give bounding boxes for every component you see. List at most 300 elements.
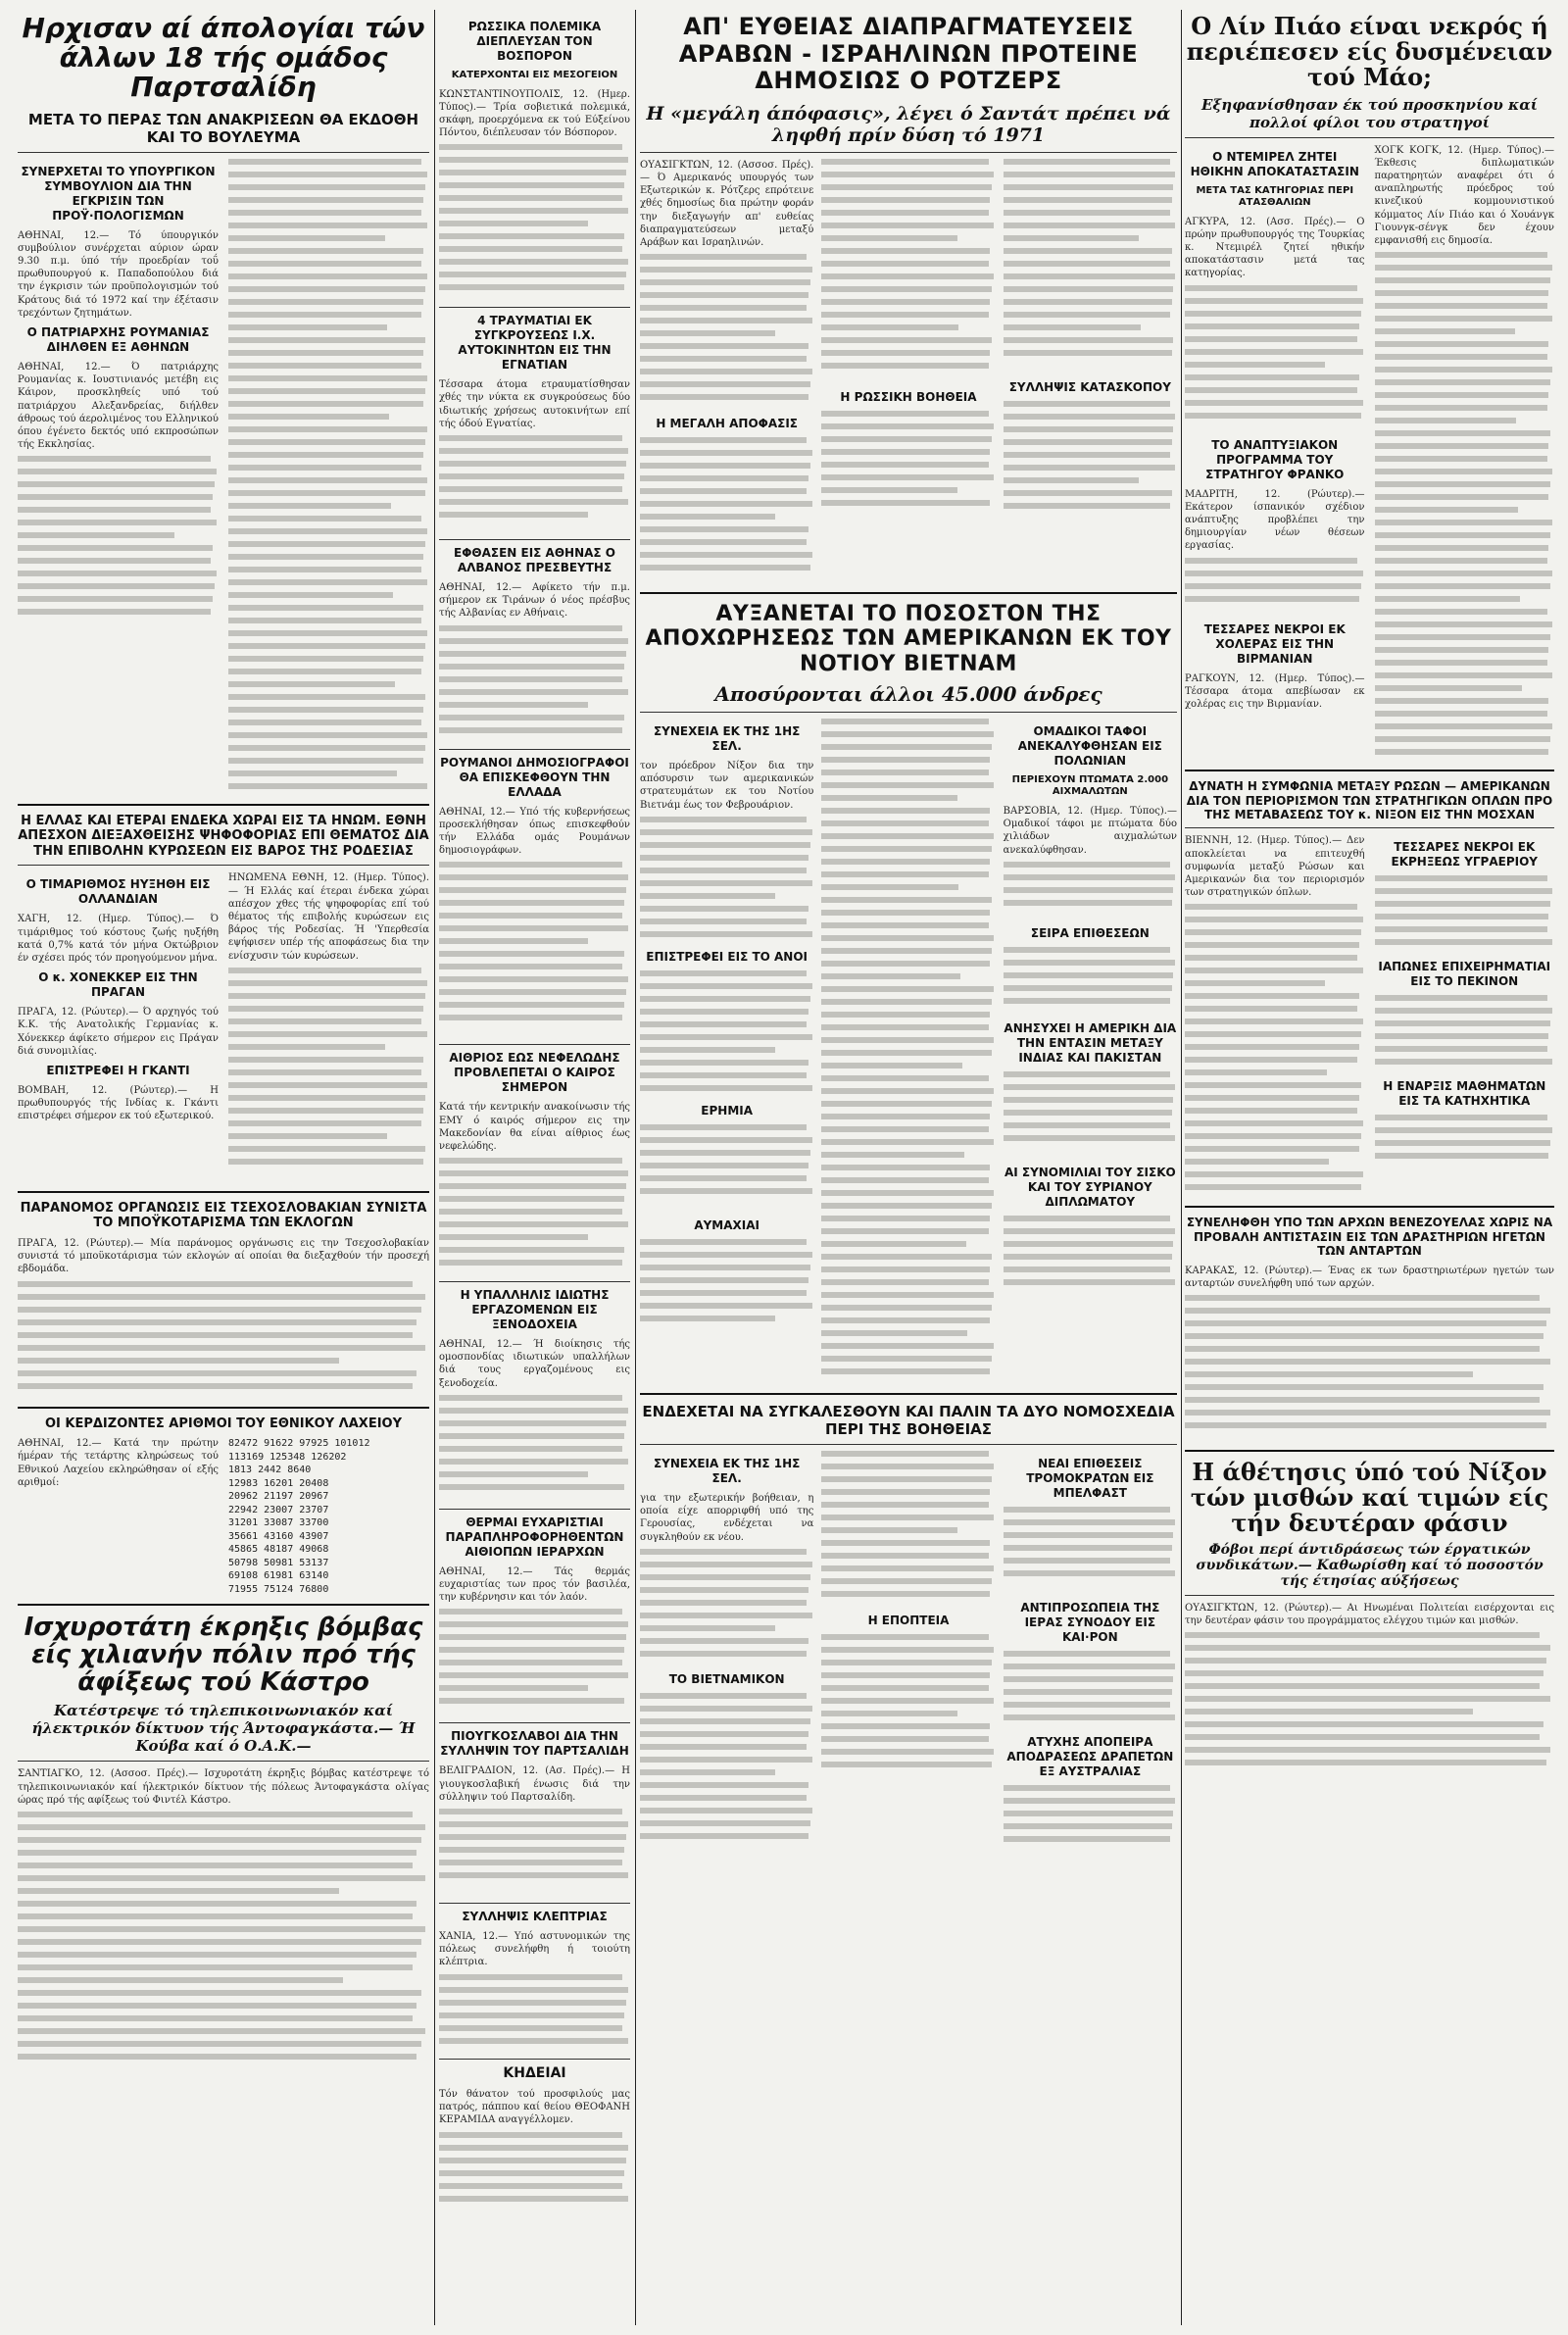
text-line-placeholder <box>821 859 990 865</box>
text-line-placeholder <box>1185 1308 1550 1314</box>
rogers-filler-1 <box>640 254 813 411</box>
text-line-placeholder <box>228 681 395 687</box>
text-line-placeholder <box>1375 672 1553 678</box>
col1-top-split <box>18 159 429 796</box>
linpiao-deck: Εξηφανίσθησαν έκ τού προσκηνίου καί πολλοί φίλοι του στρατηγοί <box>1200 95 1539 131</box>
lottery-numbers <box>228 1437 429 1596</box>
text-line-placeholder <box>1004 998 1170 1004</box>
text-line-placeholder <box>640 539 807 545</box>
thief-head: ΣΥΛΛΗΨΙΣ ΚΛΕΠΤΡΙΑΣ <box>462 1909 608 1923</box>
aymachiai-subhead: ΑΥΜΑΧΙΑΙ <box>694 1217 760 1232</box>
text-line-placeholder <box>821 273 994 279</box>
text-line-placeholder <box>439 2183 622 2189</box>
column-2 <box>439 14 630 2327</box>
text-line-placeholder <box>821 986 994 992</box>
text-line-placeholder <box>439 1634 626 1640</box>
vietnam-filler-4 <box>640 1239 813 1337</box>
hotel-staff-filler <box>439 1395 630 1503</box>
text-line-placeholder <box>1004 874 1176 880</box>
text-line-placeholder <box>1185 413 1361 419</box>
text-line-placeholder <box>439 1408 628 1414</box>
text-line-placeholder <box>640 817 807 822</box>
funerals-text: Τόν θάνατον τού προσφιλούς μας πατρός, πάππου καί θείου ΘΕΟΦΑΝΗ ΚΕΡΑΜΙΔΑ αναγγέλλομεν. <box>439 2089 630 2126</box>
text-line-placeholder <box>1375 1153 1549 1159</box>
text-line-placeholder <box>1185 1018 1363 1024</box>
lottery-text: ΑΘΗΝΑΙ, 12.— Κατά την πρώτην ήμέραν τής τετάρτης κληρώσεως τού Εθνικού Λαχείου εκληρώθησαν οί εξής αριθμοί: <box>18 1438 219 1488</box>
text-line-placeholder <box>1004 887 1174 893</box>
poland-graves-head: ΟΜΑΔΙΚΟΙ ΤΑΦΟΙ ΑΝΕΚΑΛΥΦΘΗΣΑΝ ΕΙΣ ΠΟΛΩΝΙΑΝ <box>1017 723 1162 768</box>
text-line-placeholder <box>1185 1082 1361 1088</box>
text-line-placeholder <box>18 2028 425 2034</box>
text-line-placeholder <box>1375 316 1553 322</box>
text-line-placeholder <box>439 1471 588 1477</box>
synod-head: ΑΝΤΙΠΡΟΣΩΠΕΙΑ ΤΗΣ ΙΕΡΑΣ ΣΥΝΟΔΟΥ ΕΙΣ ΚΑΙ·ΡΟΝ <box>1020 1600 1160 1644</box>
text-line-placeholder <box>439 2038 628 2044</box>
text-line-placeholder <box>1004 197 1172 203</box>
bomb-text: ΣΑΝΤΙΑΓΚΟ, 12. (Ασσοσ. Πρές).— Ισχυροτάτη έκρηξις βόμβας κατέστρεψε τό τηλεπικοινωνιακόν καί ήλεκτρικόν δίκτυον τής πόλεως Άντοφαγκάστα ολίγας ώρας πρό τής αφίξεως τού Φιντέλ Κάστρο. <box>18 1768 429 1806</box>
text-line-placeholder <box>640 1613 812 1618</box>
sisco-filler <box>1004 1216 1177 1304</box>
text-line-placeholder <box>18 1875 425 1881</box>
cpi-text: ΧΑΓΗ, 12. (Ημερ. Τύπος).— Ό τιμάριθμος τού κόστους ζωής ηυξήθη κατά 0,7% κατά τόν μήνα Οκτώβριον έν σχέσει πρός τόν προηγούμενον μήνα. <box>18 914 219 965</box>
text-line-placeholder <box>1375 571 1553 576</box>
honecker-text: ΠΡΑΓΑ, 12. (Ρώυτερ).— Ό αρχηγός τού Κ.Κ. τής Ανατολικής Γερμανίας κ. Χόνεκκερ άφίκετο σήμερον εις Πράγαν διά συνομιλίας. <box>18 1007 219 1057</box>
text-line-placeholder <box>228 477 427 483</box>
synod-filler <box>1004 1651 1177 1729</box>
india-pakistan-head: ΑΝΗΣΥΧΕΙ Η ΑΜΕΡΙΚΗ ΔΙΑ ΤΗΝ ΕΝΤΑΣΙΝ ΜΕΤΑΞΥ ΙΝΔΙΑΣ ΚΑΙ ΠΑΚΙΣΤΑΝ <box>1004 1020 1177 1065</box>
text-line-placeholder <box>228 388 425 394</box>
text-line-placeholder <box>821 1553 988 1559</box>
col1-mid-split <box>18 871 429 1182</box>
lottery-row: 20962 21197 20967 <box>228 1491 329 1503</box>
text-line-placeholder <box>821 935 994 941</box>
nixon-deck: Φόβοι περί άντιδράσεως τών έργατικών συνδικάτων.— Καθωρίσθη καί τό ποσοστόν τής έτησίας αύξήσεως <box>1196 1541 1544 1589</box>
text-line-placeholder <box>640 919 807 924</box>
text-line-placeholder <box>1004 1241 1174 1247</box>
supervision-subhead: Η ΕΠΟΠΤΕΙΑ <box>867 1613 950 1627</box>
text-line-placeholder <box>439 689 628 695</box>
text-line-placeholder <box>1185 1333 1544 1339</box>
text-line-placeholder <box>1004 223 1176 228</box>
text-line-placeholder <box>228 439 425 445</box>
col1-left-filler <box>18 456 219 632</box>
text-line-placeholder <box>821 1343 994 1349</box>
text-line-placeholder <box>1185 336 1357 342</box>
text-line-placeholder <box>1375 914 1549 919</box>
text-line-placeholder <box>228 1082 427 1088</box>
aid-filler-3 <box>821 1451 995 1608</box>
text-line-placeholder <box>439 1647 624 1653</box>
text-line-placeholder <box>1375 481 1551 487</box>
bosporus-text: ΚΩΝΣΤΑΝΤΙΝΟΥΠΟΛΙΣ, 12. (Ημερ. Τύπος).— Τρία σοβιετικά πολεμικά, σκάφη, προερχόμενα εκ τού Εύξείνου Πόντου, διέπλευσαν τόν Βόσπορον. <box>439 88 630 139</box>
text-line-placeholder <box>1185 323 1359 329</box>
poland-graves-text: ΒΑΡΣΟΒΙΑ, 12. (Ημερ. Τύπος).— Ομαδικοί τάφοι με πτώματα δύο χιλιάδων αιχμαλώτων ανεκαλύφθησαν. <box>1003 805 1177 856</box>
text-line-placeholder <box>640 279 810 285</box>
belfast-head: ΝΕΑΙ ΕΠΙΘΕΣΕΙΣ ΤΡΟΜΟΚΡΑΤΩΝ ΕΙΣ ΜΠΕΛΦΑΣΤ <box>1026 1456 1154 1500</box>
text-line-placeholder <box>640 450 812 456</box>
gandhi-head: ΕΠΙΣΤΡΕΦΕΙ Η ΓΚΑΝΤΙ <box>46 1063 190 1077</box>
attacks-series-head: ΣΕΙΡΑ ΕΠΙΘΕΣΕΩΝ <box>1030 925 1150 940</box>
text-line-placeholder <box>439 1015 622 1020</box>
rogers-body-split <box>640 159 1177 584</box>
rogers-filler-5 <box>1004 159 1177 374</box>
text-line-placeholder <box>18 1332 413 1338</box>
rogers-filler-2 <box>640 437 813 584</box>
text-line-placeholder <box>1004 159 1170 165</box>
text-line-placeholder <box>1004 503 1170 509</box>
text-line-placeholder <box>439 246 622 252</box>
text-line-placeholder <box>821 820 988 826</box>
text-line-placeholder <box>821 1292 994 1298</box>
text-line-placeholder <box>439 2158 626 2163</box>
text-line-placeholder <box>1375 265 1553 271</box>
text-line-placeholder <box>18 1964 413 1970</box>
demirel-subhead: ΜΕΤΑ ΤΑΣ ΚΑΤΗΓΟΡΙΑΣ ΠΕΡΙ ΑΤΑΣΘΑΛΙΩΝ <box>1196 184 1354 209</box>
text-line-placeholder <box>1004 439 1172 445</box>
yugoslavs-filler <box>439 1809 630 1897</box>
text-line-placeholder <box>1004 900 1172 906</box>
text-line-placeholder <box>1004 1836 1170 1842</box>
text-line-placeholder <box>640 1009 808 1015</box>
text-line-placeholder <box>821 1190 994 1196</box>
text-line-placeholder <box>1375 494 1549 500</box>
text-line-placeholder <box>18 2054 416 2060</box>
text-line-placeholder <box>1004 1532 1174 1538</box>
text-line-placeholder <box>439 625 622 631</box>
text-line-placeholder <box>439 284 624 290</box>
text-line-placeholder <box>1375 290 1549 296</box>
aid-bills-text: για την εξωτερικήν βοήθειαν, η οποία είχε απορριφθή υπό της Γερουσίας, ενδέχεται να συγκληθούν εκ νέου. <box>640 1492 814 1543</box>
text-line-placeholder <box>640 880 812 886</box>
text-line-placeholder <box>439 1170 628 1176</box>
text-line-placeholder <box>1375 303 1547 309</box>
text-line-placeholder <box>640 1625 775 1631</box>
text-line-placeholder <box>1185 1384 1544 1390</box>
text-line-placeholder <box>228 235 385 241</box>
hotel-staff-head: Η ΥΠΑΛΛΗΛΙΣ ΙΔΙΩΤΗΣ ΕΡΓΑΖΟΜΕΝΩΝ ΕΙΣ ΞΕΝΟΔΟΧΕΙΑ <box>460 1288 610 1332</box>
text-line-placeholder <box>18 1863 413 1868</box>
text-line-placeholder <box>821 1749 994 1755</box>
text-line-placeholder <box>1185 1006 1357 1012</box>
sisco-talks-head: ΑΙ ΣΥΝΟΜΙΛΙΑΙ ΤΟΥ ΣΙΣΚΟ ΚΑΙ ΤΟΥ ΣΥΡΙΑΝΟΥ ΔΙΠΛΩΜΑΤΟΥ <box>1004 1165 1176 1209</box>
text-line-placeholder <box>640 1651 807 1657</box>
great-decision-subhead: Η ΜΕΓΑΛΗ ΑΠΟΦΑΣΙΣ <box>656 417 798 431</box>
column-rule-1 <box>434 10 435 2325</box>
text-line-placeholder <box>1375 1020 1551 1026</box>
text-line-placeholder <box>439 1484 624 1490</box>
text-line-placeholder <box>640 1706 812 1712</box>
escape-filler <box>1004 1785 1177 1854</box>
text-line-placeholder <box>1004 1714 1176 1720</box>
text-line-placeholder <box>1004 477 1139 483</box>
text-line-placeholder <box>821 474 994 480</box>
text-line-placeholder <box>439 1974 622 1980</box>
text-line-placeholder <box>1004 350 1172 356</box>
text-line-placeholder <box>821 1126 988 1132</box>
salt-text: ΒΙΕΝΝΗ, 12. (Ημερ. Τύπος).— Δεν αποκλείεται να επιτευχθή συμφωνία μεταξύ Ρώσων και Αμερικανών δια τον περιορισμόν των στρατηγικών όπλων. <box>1185 835 1365 899</box>
text-line-placeholder <box>1185 1670 1544 1676</box>
text-line-placeholder <box>18 1990 421 1996</box>
text-line-placeholder <box>439 1420 626 1426</box>
text-line-placeholder <box>1185 1422 1546 1428</box>
text-line-placeholder <box>228 375 427 381</box>
text-line-placeholder <box>439 1698 624 1704</box>
text-line-placeholder <box>1185 1320 1546 1326</box>
text-line-placeholder <box>821 1254 992 1260</box>
text-line-placeholder <box>1004 1084 1176 1090</box>
text-line-placeholder <box>821 1540 990 1546</box>
rogers-text: ΟΥΑΣΙΓΚΤΩΝ, 12. (Ασσοσ. Πρές).— Ό Αμερικανός υπουργός των Εξωτερικών κ. Ρότζερς επρότεινε χθές δημοσίως δια πρώτην φοράν την διεξαγωγήν απ' ευθείας διαπραγματεύσεων μεταξύ Αράβων και Ισραηλινών. <box>640 159 814 248</box>
text-line-placeholder <box>18 1888 339 1894</box>
text-line-placeholder <box>439 461 626 467</box>
vietnam-filler-2 <box>640 970 813 1098</box>
text-line-placeholder <box>1185 929 1361 935</box>
linpiao-headline: Ο Λίν Πιάο είναι νεκρός ή περιέπεσεν είς δυσμένειαν τού Μάο; <box>1186 14 1553 91</box>
text-line-placeholder <box>439 1621 628 1627</box>
text-line-placeholder <box>821 1464 994 1469</box>
text-line-placeholder <box>1004 1507 1170 1513</box>
text-line-placeholder <box>1004 312 1170 318</box>
text-line-placeholder <box>1004 972 1174 978</box>
text-line-placeholder <box>640 1833 808 1839</box>
text-line-placeholder <box>228 363 421 369</box>
text-line-placeholder <box>1185 1044 1359 1050</box>
text-line-placeholder <box>1004 248 1172 254</box>
text-line-placeholder <box>1004 1122 1170 1128</box>
text-line-placeholder <box>18 481 215 487</box>
text-line-placeholder <box>439 2145 628 2151</box>
text-line-placeholder <box>1004 1558 1170 1564</box>
text-line-placeholder <box>1004 337 1174 343</box>
vietnam-text: τον πρόεδρον Νίξον δια την απόσυρσιν των αμερικανικών στρατευμάτων εκ του Νοτίου Βιετνάμ έως τον Φεβρουάριον. <box>640 760 814 811</box>
text-line-placeholder <box>1004 273 1176 279</box>
text-line-placeholder <box>439 651 626 657</box>
lottery-row: 45865 48187 49068 <box>228 1544 329 1556</box>
text-line-placeholder <box>1185 1397 1540 1403</box>
text-line-placeholder <box>18 532 174 538</box>
text-line-placeholder <box>640 1290 807 1296</box>
text-line-placeholder <box>1375 354 1547 360</box>
text-line-placeholder <box>439 1987 628 1993</box>
text-line-placeholder <box>1375 749 1549 755</box>
text-line-placeholder <box>439 2132 622 2138</box>
text-line-placeholder <box>228 783 427 789</box>
vietnam-continued: ΣΥΝΕΧΕΙΑ ΕΚ ΤΗΣ 1ΗΣ ΣΕΛ. <box>653 723 801 753</box>
franco-head: ΤΟ ΑΝΑΠΤΥΞΙΑΚΟΝ ΠΡΟΓΡΑΜΜΑ ΤΟΥ ΣΤΡΑΤΗΓΟΥ ΦΡΑΝΚΟ <box>1205 437 1345 481</box>
text-line-placeholder <box>640 1277 808 1283</box>
text-line-placeholder <box>1004 1228 1176 1234</box>
text-line-placeholder <box>821 436 992 442</box>
bomb-headline: Ισχυροτάτη έκρηξις βόμβας είς χιλιανήν πόλιν πρό τής άφίξεως τού Κάστρο <box>24 1613 423 1698</box>
text-line-placeholder <box>640 868 807 873</box>
japanese-filler <box>1375 995 1555 1073</box>
thief-text: ΧΑΝΙΑ, 12.— Υπό αστυνομικών της πόλεως συνελήφθη ή τοιούτη κλέπτρια. <box>439 1930 630 1968</box>
text-line-placeholder <box>821 1356 992 1362</box>
text-line-placeholder <box>18 494 213 500</box>
text-line-placeholder <box>821 973 960 979</box>
text-line-placeholder <box>1004 1135 1176 1141</box>
lottery-row: 69108 61981 63140 <box>228 1570 329 1582</box>
text-line-placeholder <box>228 579 427 585</box>
text-line-placeholder <box>1375 367 1553 373</box>
aid-bills-split <box>640 1451 1177 1854</box>
text-line-placeholder <box>439 676 622 682</box>
text-line-placeholder <box>18 1952 416 1958</box>
text-line-placeholder <box>1185 298 1363 304</box>
vietnam-deck: Αποσύρονται άλλοι 45.000 άνδρες <box>714 681 1102 706</box>
text-line-placeholder <box>1185 1184 1361 1190</box>
text-line-placeholder <box>228 490 425 496</box>
text-line-placeholder <box>640 970 807 976</box>
ethiopian-thanks-text: ΑΘΗΝΑΙ, 12.— Τάς θερμάς ευχαριστίας των προς τόν βασιλέα, την κυβέρνησιν και τόν λαόν. <box>439 1565 630 1604</box>
text-line-placeholder <box>18 583 215 589</box>
bomb-deck: Κατέστρεψε τό τηλεπικοινωνιακόν καί ήλεκτρικόν δίκτυον τής Άντοφαγκάστα.— Ή Κούβα καί ό Ο.Α.Κ.— <box>31 1702 416 1756</box>
text-line-placeholder <box>821 1672 990 1678</box>
text-line-placeholder <box>228 503 391 509</box>
text-line-placeholder <box>1004 1267 1170 1272</box>
patriarch-head: Ο ΠΑΤΡΙΑΡΧΗΣ ΡΟΥΜΑΝΙΑΣ ΔΙΗΛΘΕΝ ΕΞ ΑΘΗΝΩΝ <box>26 325 210 355</box>
text-line-placeholder <box>439 208 628 214</box>
text-line-placeholder <box>821 324 958 330</box>
text-line-placeholder <box>1375 583 1551 589</box>
text-line-placeholder <box>1004 490 1172 496</box>
subhead-investigation: ΜΕΤΑ ΤΟ ΠΕΡΑΣ ΤΩΝ ΑΝΑΚΡΙΣΕΩΝ ΘΑ ΕΚΔΟΘΗ ΚΑΙ ΤΟ ΒΟΥΛΕΥΜΑ <box>27 110 419 146</box>
text-line-placeholder <box>640 1163 808 1168</box>
text-line-placeholder <box>439 448 628 454</box>
text-line-placeholder <box>640 1820 810 1826</box>
text-line-placeholder <box>439 2000 626 2006</box>
text-line-placeholder <box>18 596 213 602</box>
text-line-placeholder <box>1004 1785 1170 1791</box>
text-line-placeholder <box>821 1139 994 1145</box>
text-line-placeholder <box>640 1795 807 1801</box>
text-line-placeholder <box>228 286 425 292</box>
hanoi-subhead: ΕΠΙΣΤΡΕΦΕΙ ΕΙΣ ΤΟ ΑΝΟΙ <box>646 949 808 964</box>
text-line-placeholder <box>640 501 812 507</box>
text-line-placeholder <box>1185 1410 1550 1416</box>
text-line-placeholder <box>439 2012 624 2018</box>
column-3 <box>640 14 1177 2327</box>
text-line-placeholder <box>821 846 992 852</box>
text-line-placeholder <box>1004 862 1170 868</box>
text-line-placeholder <box>640 514 775 520</box>
text-line-placeholder <box>228 1108 423 1114</box>
text-line-placeholder <box>821 1660 992 1665</box>
text-line-placeholder <box>821 286 992 292</box>
text-line-placeholder <box>821 1063 962 1068</box>
attacks-filler <box>1004 947 1177 1016</box>
text-line-placeholder <box>1004 1823 1172 1829</box>
text-line-placeholder <box>1185 917 1363 922</box>
weather-text: Κατά τήν κεντρικήν ανακοίνωσιν τής ΕΜΥ ό καιρός σήμερον εις την Μακεδονίαν θα είναι αίθριος έως νεφελώδης. <box>439 1102 630 1152</box>
text-line-placeholder <box>821 1037 994 1043</box>
text-line-placeholder <box>1185 1133 1361 1139</box>
text-line-placeholder <box>18 2003 416 2009</box>
text-line-placeholder <box>1004 1570 1176 1576</box>
thief-filler <box>439 1974 630 2053</box>
text-line-placeholder <box>821 1177 988 1183</box>
india-pakistan-filler <box>1004 1071 1177 1160</box>
nixon-text: ΟΥΑΣΙΓΚΤΩΝ, 12. (Ρώυτερ).— Αι Ηνωμέναι Πολιτείαι εισέρχονται εις την δευτέραν φάσιν του προγράμματος ελέγχου τιμών και μισθών. <box>1185 1602 1554 1626</box>
text-line-placeholder <box>821 770 988 775</box>
text-line-placeholder <box>640 565 810 571</box>
text-line-placeholder <box>821 210 988 216</box>
text-line-placeholder <box>821 1634 988 1640</box>
text-line-placeholder <box>640 842 810 848</box>
text-line-placeholder <box>439 976 628 982</box>
text-line-placeholder <box>640 1188 812 1194</box>
text-line-placeholder <box>1375 558 1547 564</box>
aid-filler-2 <box>640 1693 813 1850</box>
text-line-placeholder <box>439 499 628 505</box>
text-line-placeholder <box>821 363 988 369</box>
text-line-placeholder <box>228 1069 421 1075</box>
romanian-journalists-text: ΑΘΗΝΑΙ, 12.— Υπό τής κυβερνήσεως προσεκλήθησαν όπως επισκεφθούν τήν Ελλάδα ομάς Ρουμάνων δημοσιογράφων. <box>439 806 630 857</box>
text-line-placeholder <box>439 221 588 226</box>
text-line-placeholder <box>439 1821 628 1827</box>
text-line-placeholder <box>439 1209 622 1215</box>
text-line-placeholder <box>18 2041 421 2047</box>
text-line-placeholder <box>1375 901 1551 907</box>
ethiopian-thanks-head: ΘΕΡΜΑΙ ΕΥΧΑΡΙΣΤΙΑΙ ΠΑΡΑΠΛΗΡΟΦΟΡΗΘΕΝΤΩΝ ΑΙΘΙΟΠΩΝ ΙΕΡΑΡΧΩΝ <box>445 1515 624 1559</box>
text-line-placeholder <box>1004 286 1174 292</box>
text-line-placeholder <box>228 567 421 572</box>
aid-filler-4 <box>821 1634 995 1781</box>
text-line-placeholder <box>640 1124 807 1130</box>
text-line-placeholder <box>821 1527 956 1533</box>
text-line-placeholder <box>18 507 211 513</box>
russian-aid-subhead: Η ΡΩΣΣΙΚΗ ΒΟΗΘΕΙΑ <box>840 389 977 404</box>
text-line-placeholder <box>18 1370 416 1376</box>
text-line-placeholder <box>228 1146 425 1152</box>
text-line-placeholder <box>1185 1371 1473 1377</box>
salt-treaty-head: ΔΥΝΑΤΗ Η ΣΥΜΦΩΝΙΑ ΜΕΤΑΞΥ ΡΩΣΩΝ — ΑΜΕΡΙΚΑΝΩΝ ΔΙΑ ΤΟΝ ΠΕΡΙΟΡΙΣΜΟΝ ΤΩΝ ΣΤΡΑΤΗΓΙΚΩΝ ΟΠΛΩΝ ΠΡΟ ΤΗΣ ΜΕΤΑΒΑΣΕΩΣ ΤΟΥ κ. ΝΙΞΟΝ ΕΙΣ ΤΗΝ ΜΟΣΧΑΝ <box>1186 779 1553 821</box>
text-line-placeholder <box>228 630 427 636</box>
text-line-placeholder <box>1375 418 1517 423</box>
text-line-placeholder <box>1185 1760 1546 1765</box>
text-line-placeholder <box>228 720 421 725</box>
text-line-placeholder <box>821 1114 990 1119</box>
text-line-placeholder <box>439 1395 622 1401</box>
text-line-placeholder <box>640 1252 812 1258</box>
text-line-placeholder <box>821 1451 988 1457</box>
funerals-head: ΚΗΔΕΙΑΙ <box>503 2064 566 2081</box>
text-line-placeholder <box>640 369 812 374</box>
text-line-placeholder <box>1004 261 1170 267</box>
text-line-placeholder <box>1004 1811 1174 1816</box>
text-line-placeholder <box>640 318 812 323</box>
lottery-row: 50798 50981 53137 <box>228 1557 329 1568</box>
headline-partsalidis: Ηρχισαν αί άπολογίαι τών άλλων 18 τής ομάδος Παρτσαλίδη <box>22 14 425 104</box>
text-line-placeholder <box>821 948 992 954</box>
text-line-placeholder <box>1185 1734 1540 1740</box>
rhodesia-text: ΗΝΩΜΕΝΑ ΕΘΝΗ, 12. (Ημερ. Τύπος).— Ή Ελλάς καί έτεραι ένδεκα χώραι απέσχον χθες τής ψηφοφορίας επί τού θέματος τής επιβολής κυρώσεων εις βάρος τής Ροδεσίας. Ή 'Υπερθεσία εψήφισεν υπέρ τής αποφάσεως δια την ενίσχυσιν τών κυρώσεων. <box>228 872 429 962</box>
text-line-placeholder <box>439 938 588 944</box>
text-line-placeholder <box>821 1203 992 1209</box>
text-line-placeholder <box>228 541 425 547</box>
text-line-placeholder <box>228 172 427 177</box>
text-line-placeholder <box>1185 1171 1363 1177</box>
text-line-placeholder <box>821 1317 990 1323</box>
text-line-placeholder <box>439 1183 626 1189</box>
hotel-staff-text: ΑΘΗΝΑΙ, 12.— Ή διοίκησις τής ομοσπονδίας ιδιωτικών υπαλλήλων διά τους εργαζομένους εις ξενοδοχεία. <box>439 1339 630 1389</box>
text-line-placeholder <box>228 707 423 713</box>
egnatia-filler <box>439 435 630 533</box>
text-line-placeholder <box>18 1345 425 1351</box>
text-line-placeholder <box>1004 401 1170 407</box>
text-line-placeholder <box>439 1221 628 1227</box>
text-line-placeholder <box>640 463 810 469</box>
